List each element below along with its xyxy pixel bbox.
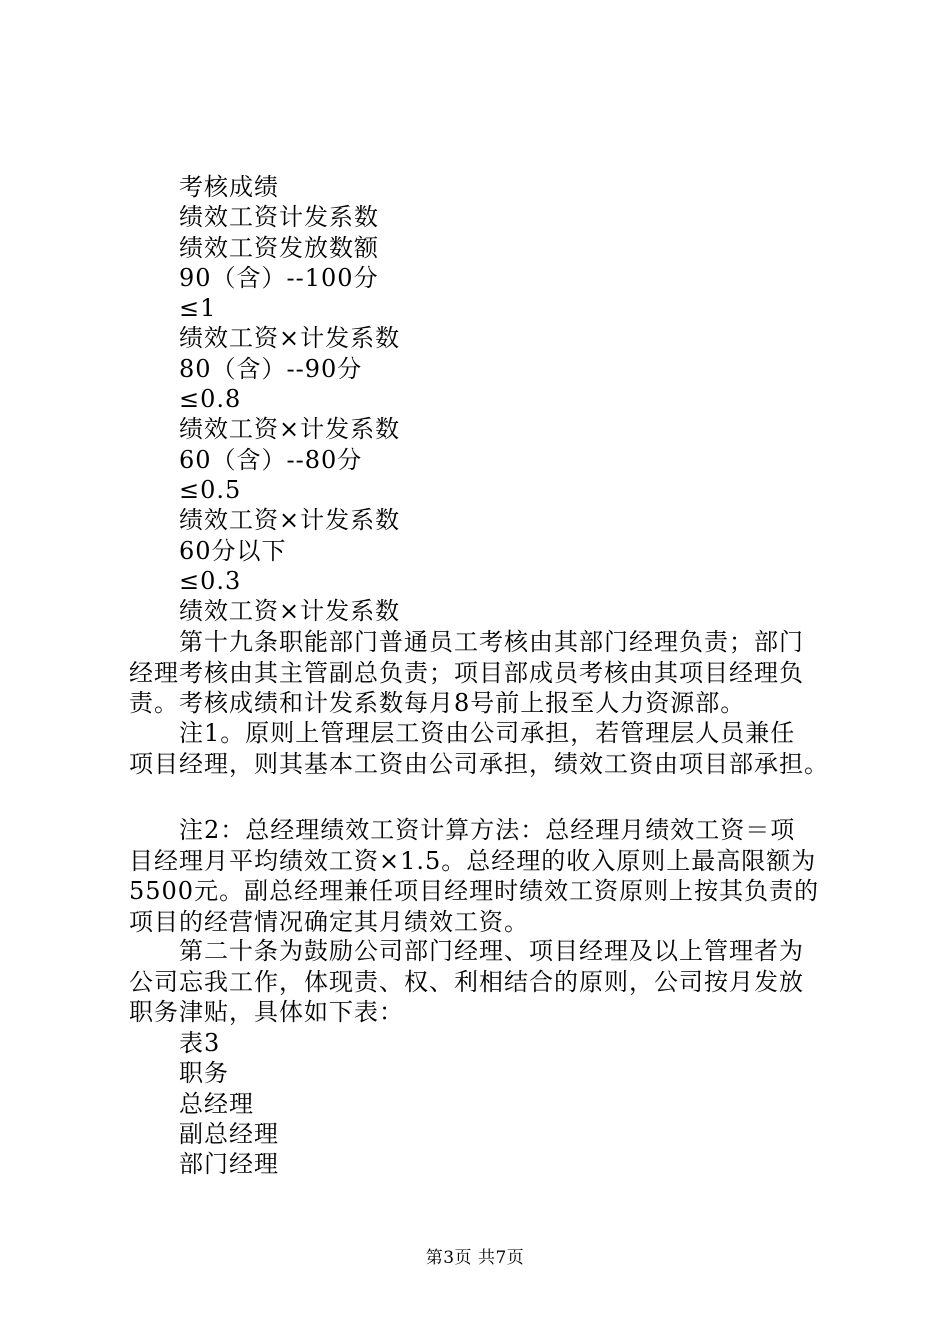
paragraph-line: 经理考核由其主管副总负责；项目部成员考核由其项目经理负 [129,658,804,687]
paragraph-line: 注1。原则上管理层工资由公司承担，若管理层人员兼任 [179,719,796,747]
table3-cell: 副总经理 [179,1119,279,1148]
note-2-paragraph [129,815,837,937]
paragraph-line: 第二十条为鼓励公司部门经理、项目经理及以上管理者为 [179,937,804,965]
table2-cell: 考核成绩 [179,173,279,201]
table2-cell: ≤0.5 [179,475,242,504]
table3-cell: 部门经理 [179,1150,279,1179]
paragraph-line: 公司忘我工作，体现责、权、利相结合的原则，公司按月发放 [129,967,804,996]
table2-cell: 绩效工资×计发系数 [179,415,401,444]
table2-cell: 绩效工资×计发系数 [179,506,401,535]
paragraph-line: 项目的经营情况确定其月绩效工资。 [129,907,529,936]
paragraph-line: 责。考核成绩和计发系数每月8号前上报至人力资源部。 [129,689,746,717]
paragraph-line: 5500元。副总经理兼任项目经理时绩效工资原则上按其负责的 [129,877,820,905]
table2-cell: 90（含）--100分 [179,263,379,292]
paragraph-line: 职务津贴，具体如下表： [129,998,404,1026]
table2-cell: ≤0.8 [179,385,242,414]
page-footer: 第3页 共7页 [425,1248,525,1268]
article-19-paragraph [129,627,837,719]
paragraph-line: 注2：总经理绩效工资计算方法：总经理月绩效工资＝项 [179,816,796,844]
paragraph-line: 目经理月平均绩效工资×1.5。总经理的收入原则上最高限额为 [129,846,817,875]
table2-cell: 绩效工资×计发系数 [179,597,401,626]
table3-cell: 职务 [179,1059,229,1088]
table2-cell: ≤0.3 [179,566,242,595]
table2-cell: 绩效工资发放数额 [179,233,379,262]
article-20-paragraph [129,936,837,1028]
table3-cell: 表3 [179,1029,221,1057]
table2-cell: 绩效工资计发系数 [179,203,379,232]
paragraph-line: 第十九条职能部门普通员工考核由其部门经理负责；部门 [179,628,804,656]
table2-cell: 绩效工资×计发系数 [179,324,401,353]
table2-cell: 60分以下 [179,536,287,565]
table2-cells [179,172,879,626]
table2-cell: 60（含）--80分 [179,445,363,474]
table2-cell: 80（含）--90分 [179,354,363,383]
table2-cell: ≤1 [179,294,217,323]
note-1-paragraph [129,718,837,779]
table3-cell: 总经理 [179,1089,254,1118]
paragraph-line: 项目经理，则其基本工资由公司承担，绩效工资由项目部承担。 [129,749,829,778]
table3-cells [179,1028,879,1179]
